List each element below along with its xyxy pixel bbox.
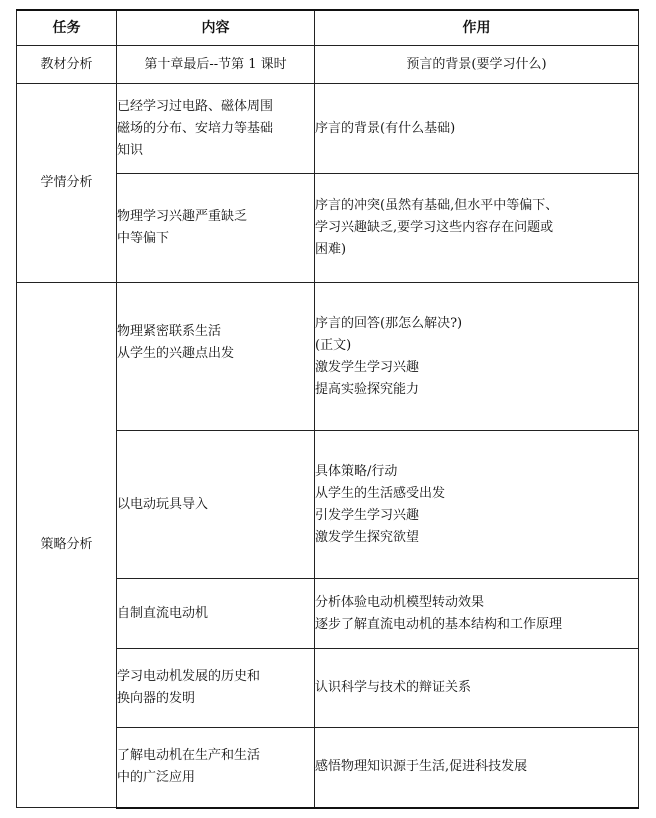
effect-cell (315, 283, 639, 431)
effect-cell (315, 649, 639, 728)
header-content: 内容 (117, 10, 315, 46)
header-effect: 作用 (315, 10, 639, 46)
effect-line: (正文) (315, 337, 352, 353)
textbook-row (17, 46, 639, 84)
content-line: 知识 (117, 142, 144, 158)
content-cell (117, 579, 315, 649)
effect-line: 激发学生学习兴趣 (315, 359, 420, 375)
content-line: 磁场的分布、安培力等基础 (117, 120, 274, 136)
content-line: 已经学习过电路、磁体周围 (117, 98, 274, 114)
task-textbook-analysis: 教材分析 (17, 46, 117, 84)
content-line: 换向器的发明 (117, 691, 196, 706)
content-cell (117, 728, 315, 808)
effect-line: 序言的回答(那怎么解决?) (315, 315, 463, 331)
effect-cell (315, 84, 639, 174)
content-line: 从学生的兴趣点出发 (117, 346, 235, 361)
effect-cell (315, 728, 639, 808)
content-cell (117, 84, 315, 174)
content-cell (117, 649, 315, 728)
header-task: 任务 (17, 10, 117, 46)
content-cell (117, 431, 315, 579)
lesson-analysis-table (16, 9, 639, 809)
content-line: 物理学习兴趣严重缺乏 (117, 209, 248, 224)
header-row (17, 10, 639, 46)
content-cell (117, 174, 315, 283)
task-strategy-analysis: 策略分析 (17, 283, 117, 808)
effect-cell (315, 431, 639, 579)
content-line: 中的广泛应用 (117, 770, 196, 786)
strategy-row (17, 283, 639, 431)
effect-line: 感悟物理知识源于生活,促进科技发展 (315, 759, 528, 775)
effect-line: 困难) (315, 242, 347, 257)
learner-row (17, 84, 639, 174)
task-learner-analysis: 学情分析 (17, 84, 117, 283)
effect-line: 分析体验电动机模型转动效果 (315, 594, 485, 610)
effect-line: 激发学生探究欲望 (315, 529, 420, 545)
effect-line: 具体策略/行动 (315, 463, 398, 479)
effect-line: 学习兴趣缺乏,要学习这些内容存在问题或 (315, 220, 554, 235)
effect-line: 逐步了解直流电动机的基本结构和工作原理 (315, 616, 563, 632)
content-line: 以电动玩具导入 (117, 496, 209, 512)
content-line: 物理紧密联系生活 (117, 324, 222, 339)
content-cell: 第十章最后--节第 1 课时 (117, 46, 315, 84)
content-line: 自制直流电动机 (117, 605, 209, 621)
effect-cell (315, 579, 639, 649)
content-line: 学习电动机发展的历史和 (117, 669, 261, 684)
effect-cell (315, 174, 639, 283)
effect-line: 提高实验探究能力 (315, 381, 420, 397)
content-line: 中等偏下 (117, 231, 170, 246)
content-cell (117, 283, 315, 431)
effect-line: 引发学生学习兴趣 (315, 507, 420, 523)
effect-line: 序言的冲突(虽然有基础,但水平中等偏下、 (315, 198, 559, 213)
effect-line: 认识科学与技术的辩证关系 (315, 680, 472, 695)
effect-line: 从学生的生活感受出发 (315, 485, 446, 501)
content-line: 了解电动机在生产和生活 (117, 748, 261, 764)
effect-line: 序言的背景(有什么基础) (315, 120, 456, 136)
effect-cell: 预言的背景(要学习什么) (315, 46, 639, 84)
